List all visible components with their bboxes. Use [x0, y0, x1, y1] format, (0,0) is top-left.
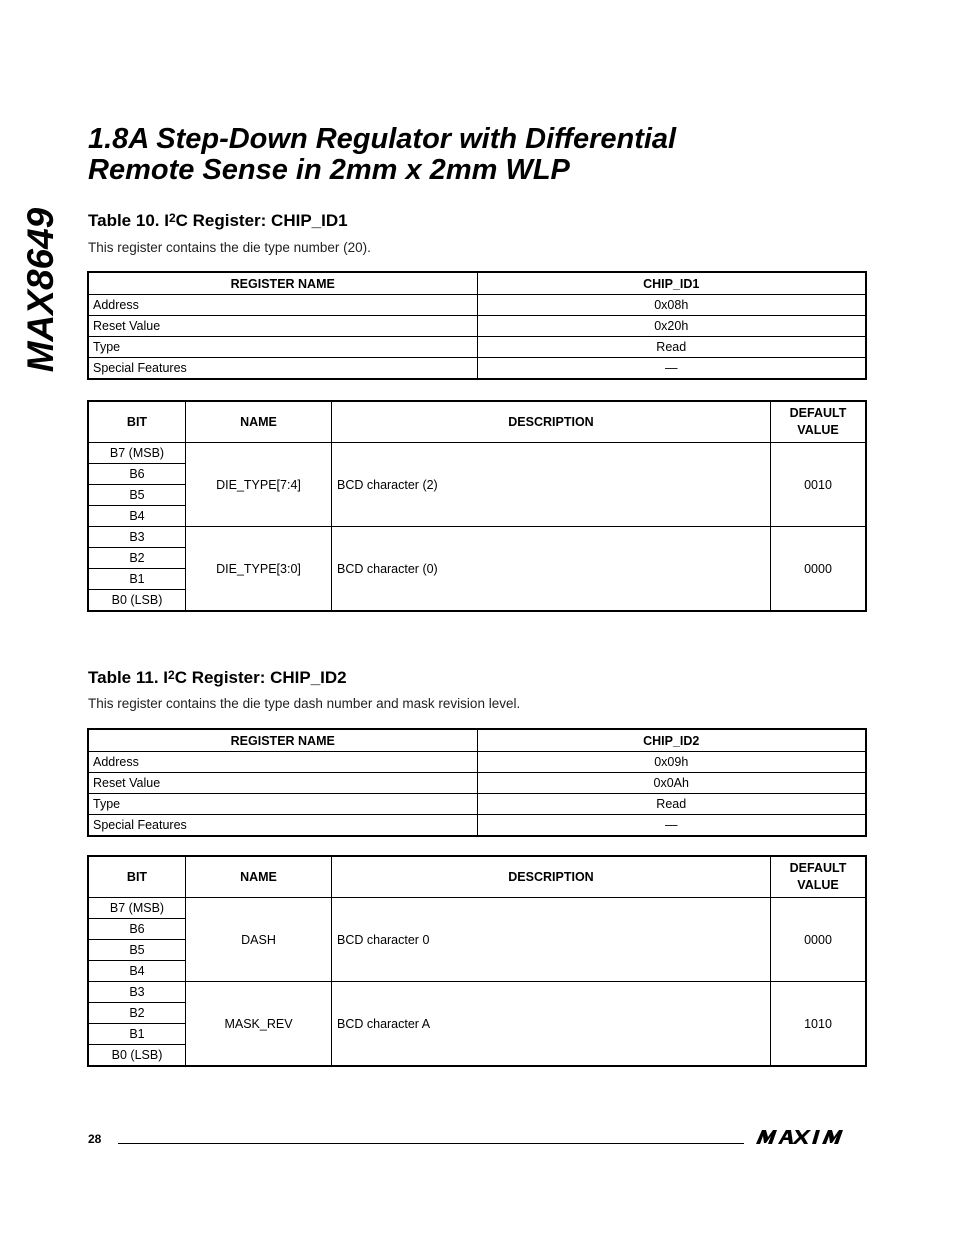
bit-label: B2 [88, 548, 186, 569]
table-row [88, 337, 866, 358]
bit-label: B0 (LSB) [88, 590, 186, 612]
table-row [88, 527, 866, 548]
page-number: 28 [88, 1132, 102, 1146]
column-header-description: DESCRIPTION [332, 856, 771, 898]
table-row [88, 898, 866, 919]
row-label: Type [88, 794, 477, 815]
footer-rule [118, 1143, 744, 1144]
row-value: 0x20h [477, 316, 866, 337]
field-name: MASK_REV [186, 982, 332, 1067]
bit-label: B5 [88, 485, 186, 506]
row-value: 0x08h [477, 295, 866, 316]
row-label: Special Features [88, 815, 477, 837]
table10-bit-table [87, 400, 867, 612]
bit-label: B7 (MSB) [88, 443, 186, 464]
table11-description: This register contains the die type dash number and mask revision level. [88, 696, 521, 711]
bit-label: B4 [88, 506, 186, 527]
table11-bit-table [87, 855, 867, 1067]
row-label: Address [88, 295, 477, 316]
field-description: BCD character (2) [332, 443, 771, 527]
column-header-default: DEFAULT VALUE [771, 401, 867, 443]
row-value: — [477, 358, 866, 380]
table10-heading: Table 10. $I^2C$ Register: CHIP_ID1 [88, 211, 348, 230]
row-value: 0x09h [477, 752, 866, 773]
maxim-logo [754, 1128, 866, 1146]
table-header-row [88, 272, 866, 295]
side-tab-label: MAX8649 [20, 207, 61, 373]
bit-label: B0 (LSB) [88, 1045, 186, 1067]
document-title-line-2: Remote Sense in 2mm x 2mm WLP [88, 154, 570, 186]
document-title-line-1: 1.8A Step-Down Regulator with Differential [88, 123, 677, 155]
row-value: — [477, 815, 866, 837]
column-header-name: NAME [186, 856, 332, 898]
column-header-name: NAME [186, 401, 332, 443]
bit-label: B1 [88, 1024, 186, 1045]
bit-label: B4 [88, 961, 186, 982]
row-value: Read [477, 337, 866, 358]
row-value: 0x0Ah [477, 773, 866, 794]
table-row [88, 815, 866, 837]
field-default: 0000 [771, 527, 867, 612]
table-row [88, 794, 866, 815]
table-row [88, 295, 866, 316]
table10-description: This register contains the die type number (20). [88, 240, 371, 255]
row-label: Type [88, 337, 477, 358]
bit-label: B2 [88, 1003, 186, 1024]
field-default: 0010 [771, 443, 867, 527]
table-header-row [88, 856, 866, 898]
table11-heading: Table 11. $I^2C$ Register: CHIP_ID2 [88, 668, 347, 687]
column-header: REGISTER NAME [88, 729, 477, 752]
table-row [88, 358, 866, 380]
column-header-bit: BIT [88, 401, 186, 443]
row-label: Reset Value [88, 316, 477, 337]
field-name: DIE_TYPE[3:0] [186, 527, 332, 612]
table10-register-table [87, 271, 867, 380]
row-label: Reset Value [88, 773, 477, 794]
column-header: CHIP_ID1 [477, 272, 866, 295]
row-label: Special Features [88, 358, 477, 380]
row-label: Address [88, 752, 477, 773]
bit-label: B1 [88, 569, 186, 590]
row-value: Read [477, 794, 866, 815]
document-title [88, 124, 888, 186]
table-row [88, 443, 866, 464]
table-row [88, 316, 866, 337]
table-row [88, 773, 866, 794]
bit-label: B6 [88, 464, 186, 485]
column-header: REGISTER NAME [88, 272, 477, 295]
column-header-description: DESCRIPTION [332, 401, 771, 443]
bit-label: B3 [88, 527, 186, 548]
field-description: BCD character (0) [332, 527, 771, 612]
table-header-row [88, 401, 866, 443]
bit-label: B3 [88, 982, 186, 1003]
field-description: BCD character 0 [332, 898, 771, 982]
field-name: DASH [186, 898, 332, 982]
table11-register-table [87, 728, 867, 837]
field-default: 1010 [771, 982, 867, 1067]
column-header-default: DEFAULT VALUE [771, 856, 867, 898]
column-header-bit: BIT [88, 856, 186, 898]
bit-label: B7 (MSB) [88, 898, 186, 919]
field-default: 0000 [771, 898, 867, 982]
field-description: BCD character A [332, 982, 771, 1067]
bit-label: B5 [88, 940, 186, 961]
field-name: DIE_TYPE[7:4] [186, 443, 332, 527]
table-row [88, 752, 866, 773]
table-header-row [88, 729, 866, 752]
column-header: CHIP_ID2 [477, 729, 866, 752]
bit-label: B6 [88, 919, 186, 940]
side-tab-part-number [10, 207, 72, 373]
table-row [88, 982, 866, 1003]
